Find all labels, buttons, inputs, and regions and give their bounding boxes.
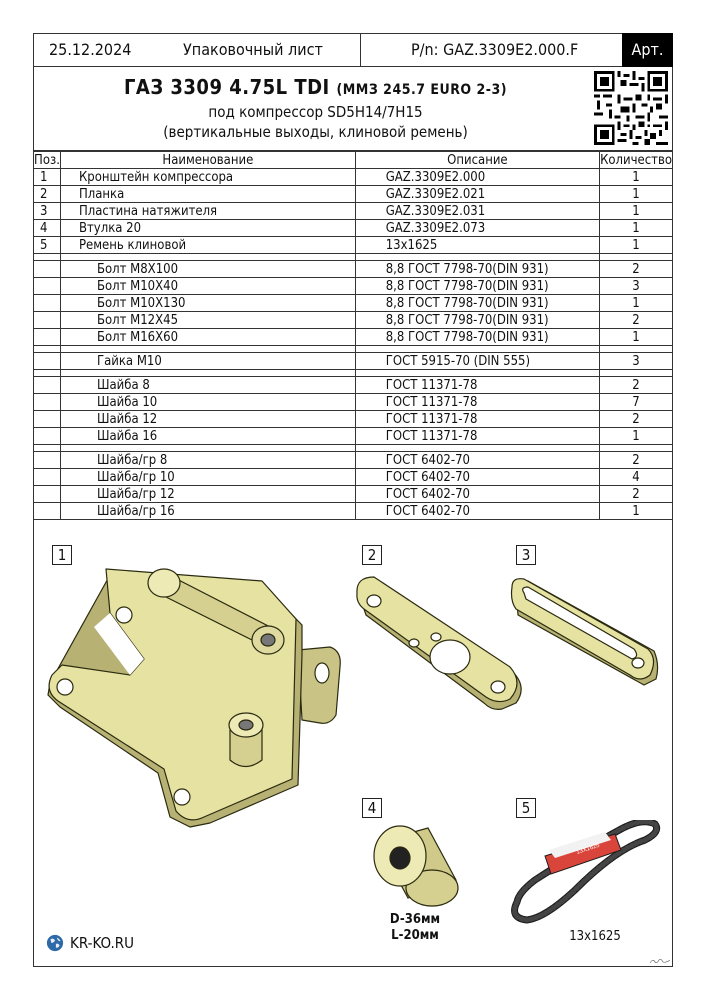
table-row [34,486,673,503]
header-description: Описание [355,152,599,169]
header-quantity: Количество [600,152,672,168]
table-spacer [34,445,673,452]
bushing-image [370,820,465,910]
row-desc: 8,8 ГОСТ 7798-70(DIN 931) [355,261,599,278]
table-row [34,278,673,295]
table-row [34,312,673,329]
row-name: Шайба/гр 16 [60,503,355,520]
tensioner-plate-image [508,575,663,695]
table-row [34,428,673,445]
table-row [34,452,673,469]
bracket-plate-image [352,575,527,715]
row-name: Болт М10Х130 [60,295,355,312]
table-row [34,203,673,220]
kit-subtitle-note: (вертикальные выходы, клиновой ремень) [163,123,468,141]
table-row [34,237,673,254]
figure-label-4: 4 [362,798,382,818]
kit-title-main: ГАЗ 3309 4.75L TDI [123,75,330,99]
row-qty: 2 [600,486,673,503]
table-row [34,295,673,312]
row-desc: ГОСТ 11371-78 [355,394,599,411]
row-desc: ГОСТ 11371-78 [355,411,599,428]
table-row [34,377,673,394]
kit-subtitle: под компрессор SD5H14/7H15 [208,103,423,121]
document-title: Упаковочный лист [183,40,323,59]
part-number: P/n: GAZ.3309E2.000.F [360,33,622,67]
row-qty: 1 [600,503,673,520]
row-qty: 7 [600,394,673,411]
header-pos: Поз. [34,152,60,168]
table-row [34,394,673,411]
row-name: Ремень клиновой [60,237,355,254]
row-name: Гайка М10 [60,353,355,370]
belt-caption: 13x1625 [569,929,621,944]
figure-label-1: 1 [52,545,72,565]
row-desc: 13x1625 [355,237,599,254]
table-spacer [34,254,673,261]
header-name: Наименование [60,152,355,169]
row-name: Шайба/гр 8 [60,452,355,469]
kit-title-engine: (ММЗ 245.7 EURO 2-3) [336,82,508,98]
v-belt-image [505,820,665,925]
row-name: Шайба 10 [60,394,355,411]
row-qty: 1 [600,203,673,220]
row-qty: 2 [600,411,673,428]
row-desc: ГОСТ 11371-78 [355,377,599,394]
row-name: Шайба/гр 12 [60,486,355,503]
row-pos: 2 [34,186,61,203]
document-date: 25.12.2024 [49,40,132,59]
figure-label-5: 5 [516,798,536,818]
table-row [34,186,673,203]
row-name: Шайба 16 [60,428,355,445]
row-name: Пластина натяжителя [60,203,355,220]
header-bar [33,33,673,67]
row-desc: ГОСТ 11371-78 [355,428,599,445]
row-qty: 2 [600,261,673,278]
row-desc: 8,8 ГОСТ 7798-70(DIN 931) [355,278,599,295]
row-desc: 8,8 ГОСТ 7798-70(DIN 931) [355,329,599,346]
row-qty: 1 [600,428,673,445]
row-name: Втулка 20 [60,220,355,237]
row-name: Планка [60,186,355,203]
row-qty: 1 [600,169,673,186]
table-row [34,353,673,370]
row-qty: 2 [600,452,673,469]
row-desc: GAZ.3309E2.073 [355,220,599,237]
belt-print-text: 13X1625 [575,842,601,856]
table-header-row [34,152,673,169]
row-qty: 2 [600,377,673,394]
table-spacer [34,370,673,377]
compressor-bracket-image [40,555,350,840]
row-desc: ГОСТ 5915-70 (DIN 555) [355,353,599,370]
row-desc: GAZ.3309E2.000 [355,169,599,186]
row-qty: 2 [600,312,673,329]
parts-table [33,151,673,520]
row-name: Болт М16Х60 [60,329,355,346]
table-row [34,469,673,486]
row-desc: ГОСТ 6402-70 [355,503,599,520]
row-name: Шайба/гр 10 [60,469,355,486]
bushing-caption-diameter: D-36мм [389,912,441,927]
row-desc: ГОСТ 6402-70 [355,452,599,469]
row-pos: 1 [34,169,61,186]
figure-label-2: 2 [362,545,382,565]
site-url: KR-KO.RU [70,934,135,952]
row-desc: ГОСТ 6402-70 [355,486,599,503]
globe-icon [46,934,64,952]
row-qty: 1 [600,329,673,346]
row-name: Болт М10Х40 [60,278,355,295]
figure-label-3: 3 [516,545,536,565]
row-desc: ГОСТ 6402-70 [355,469,599,486]
row-qty: 1 [600,295,673,312]
table-row [34,169,673,186]
qr-code-icon [594,71,668,145]
row-name: Кронштейн компрессора [60,169,355,186]
table-row [34,261,673,278]
signature-mark [649,957,671,965]
row-desc: GAZ.3309E2.031 [355,203,599,220]
row-qty: 1 [600,220,673,237]
row-desc: 8,8 ГОСТ 7798-70(DIN 931) [355,295,599,312]
table-row [34,503,673,520]
row-qty: 3 [600,353,673,370]
row-qty: 4 [600,469,673,486]
row-desc: GAZ.3309E2.021 [355,186,599,203]
row-pos: 4 [34,220,61,237]
row-desc: 8,8 ГОСТ 7798-70(DIN 931) [355,312,599,329]
table-row [34,220,673,237]
title-block [33,67,673,151]
row-name: Шайба 12 [60,411,355,428]
row-qty: 1 [600,186,673,203]
row-pos: 3 [34,203,61,220]
row-name: Болт М12Х45 [60,312,355,329]
row-qty: 1 [600,237,673,254]
row-qty: 3 [600,278,673,295]
bushing-caption-length: L-20мм [391,928,439,943]
row-pos: 5 [34,237,61,254]
row-name: Болт М8Х100 [60,261,355,278]
kit-title [33,75,598,99]
table-row [34,329,673,346]
row-name: Шайба 8 [60,377,355,394]
table-row [34,411,673,428]
site-logo[interactable] [46,933,134,953]
article-badge: Арт. [622,33,673,67]
table-spacer [34,346,673,353]
